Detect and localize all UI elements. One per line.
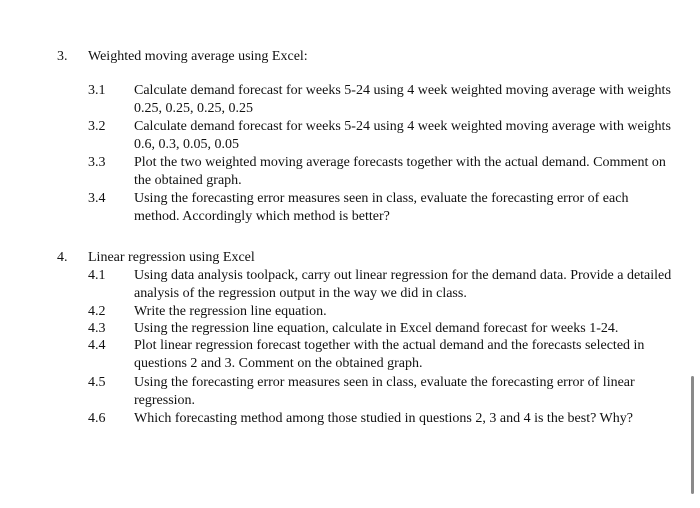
question-number: 3.2 xyxy=(88,119,106,134)
question-text: Plot the two weighted moving average forecasts together with the actual demand. Comment on the obtained graph. xyxy=(134,155,666,188)
question-number: 3.3 xyxy=(88,155,106,170)
question-text: Write the regression line equation. xyxy=(134,304,327,319)
question-number: 3.4 xyxy=(88,191,106,206)
section-4-number: 4. xyxy=(57,250,68,265)
question-number: 4.5 xyxy=(88,375,106,390)
question-text: Plot linear regression forecast together with the actual demand and the forecasts selected in questions 2 and 3. Comment on the obtained graph. xyxy=(134,338,645,371)
section-3-number: 3. xyxy=(57,49,68,64)
question-number: 4.6 xyxy=(88,411,106,426)
question-number: 4.3 xyxy=(88,321,106,336)
section-4-title: Linear regression using Excel xyxy=(88,250,255,265)
vertical-scrollbar[interactable] xyxy=(691,376,694,494)
question-text: Using data analysis toolpack, carry out linear regression for the demand data. Provide a detailed analysis of the regression output in the way we did in class. xyxy=(134,268,672,301)
question-text: Calculate demand forecast for weeks 5-24 using 4 week weighted moving average with weights 0.25, 0.25, 0.25, 0.25 xyxy=(134,83,671,116)
question-text: Calculate demand forecast for weeks 5-24 using 4 week weighted moving average with weights 0.6, 0.3, 0.05, 0.05 xyxy=(134,119,671,152)
question-text: Using the forecasting error measures seen in class, evaluate the forecasting error of linear regression. xyxy=(134,375,635,408)
question-number: 4.1 xyxy=(88,268,106,283)
question-text: Which forecasting method among those studied in questions 2, 3 and 4 is the best? Why? xyxy=(134,411,633,426)
question-number: 3.1 xyxy=(88,83,106,98)
question-number: 4.2 xyxy=(88,304,106,319)
question-text: Using the regression line equation, calculate in Excel demand forecast for weeks 1-24. xyxy=(134,321,619,336)
question-number: 4.4 xyxy=(88,338,106,353)
section-3-title: Weighted moving average using Excel: xyxy=(88,49,308,64)
question-text: Using the forecasting error measures seen in class, evaluate the forecasting error of each method. Accordingly which method is better? xyxy=(134,191,629,224)
